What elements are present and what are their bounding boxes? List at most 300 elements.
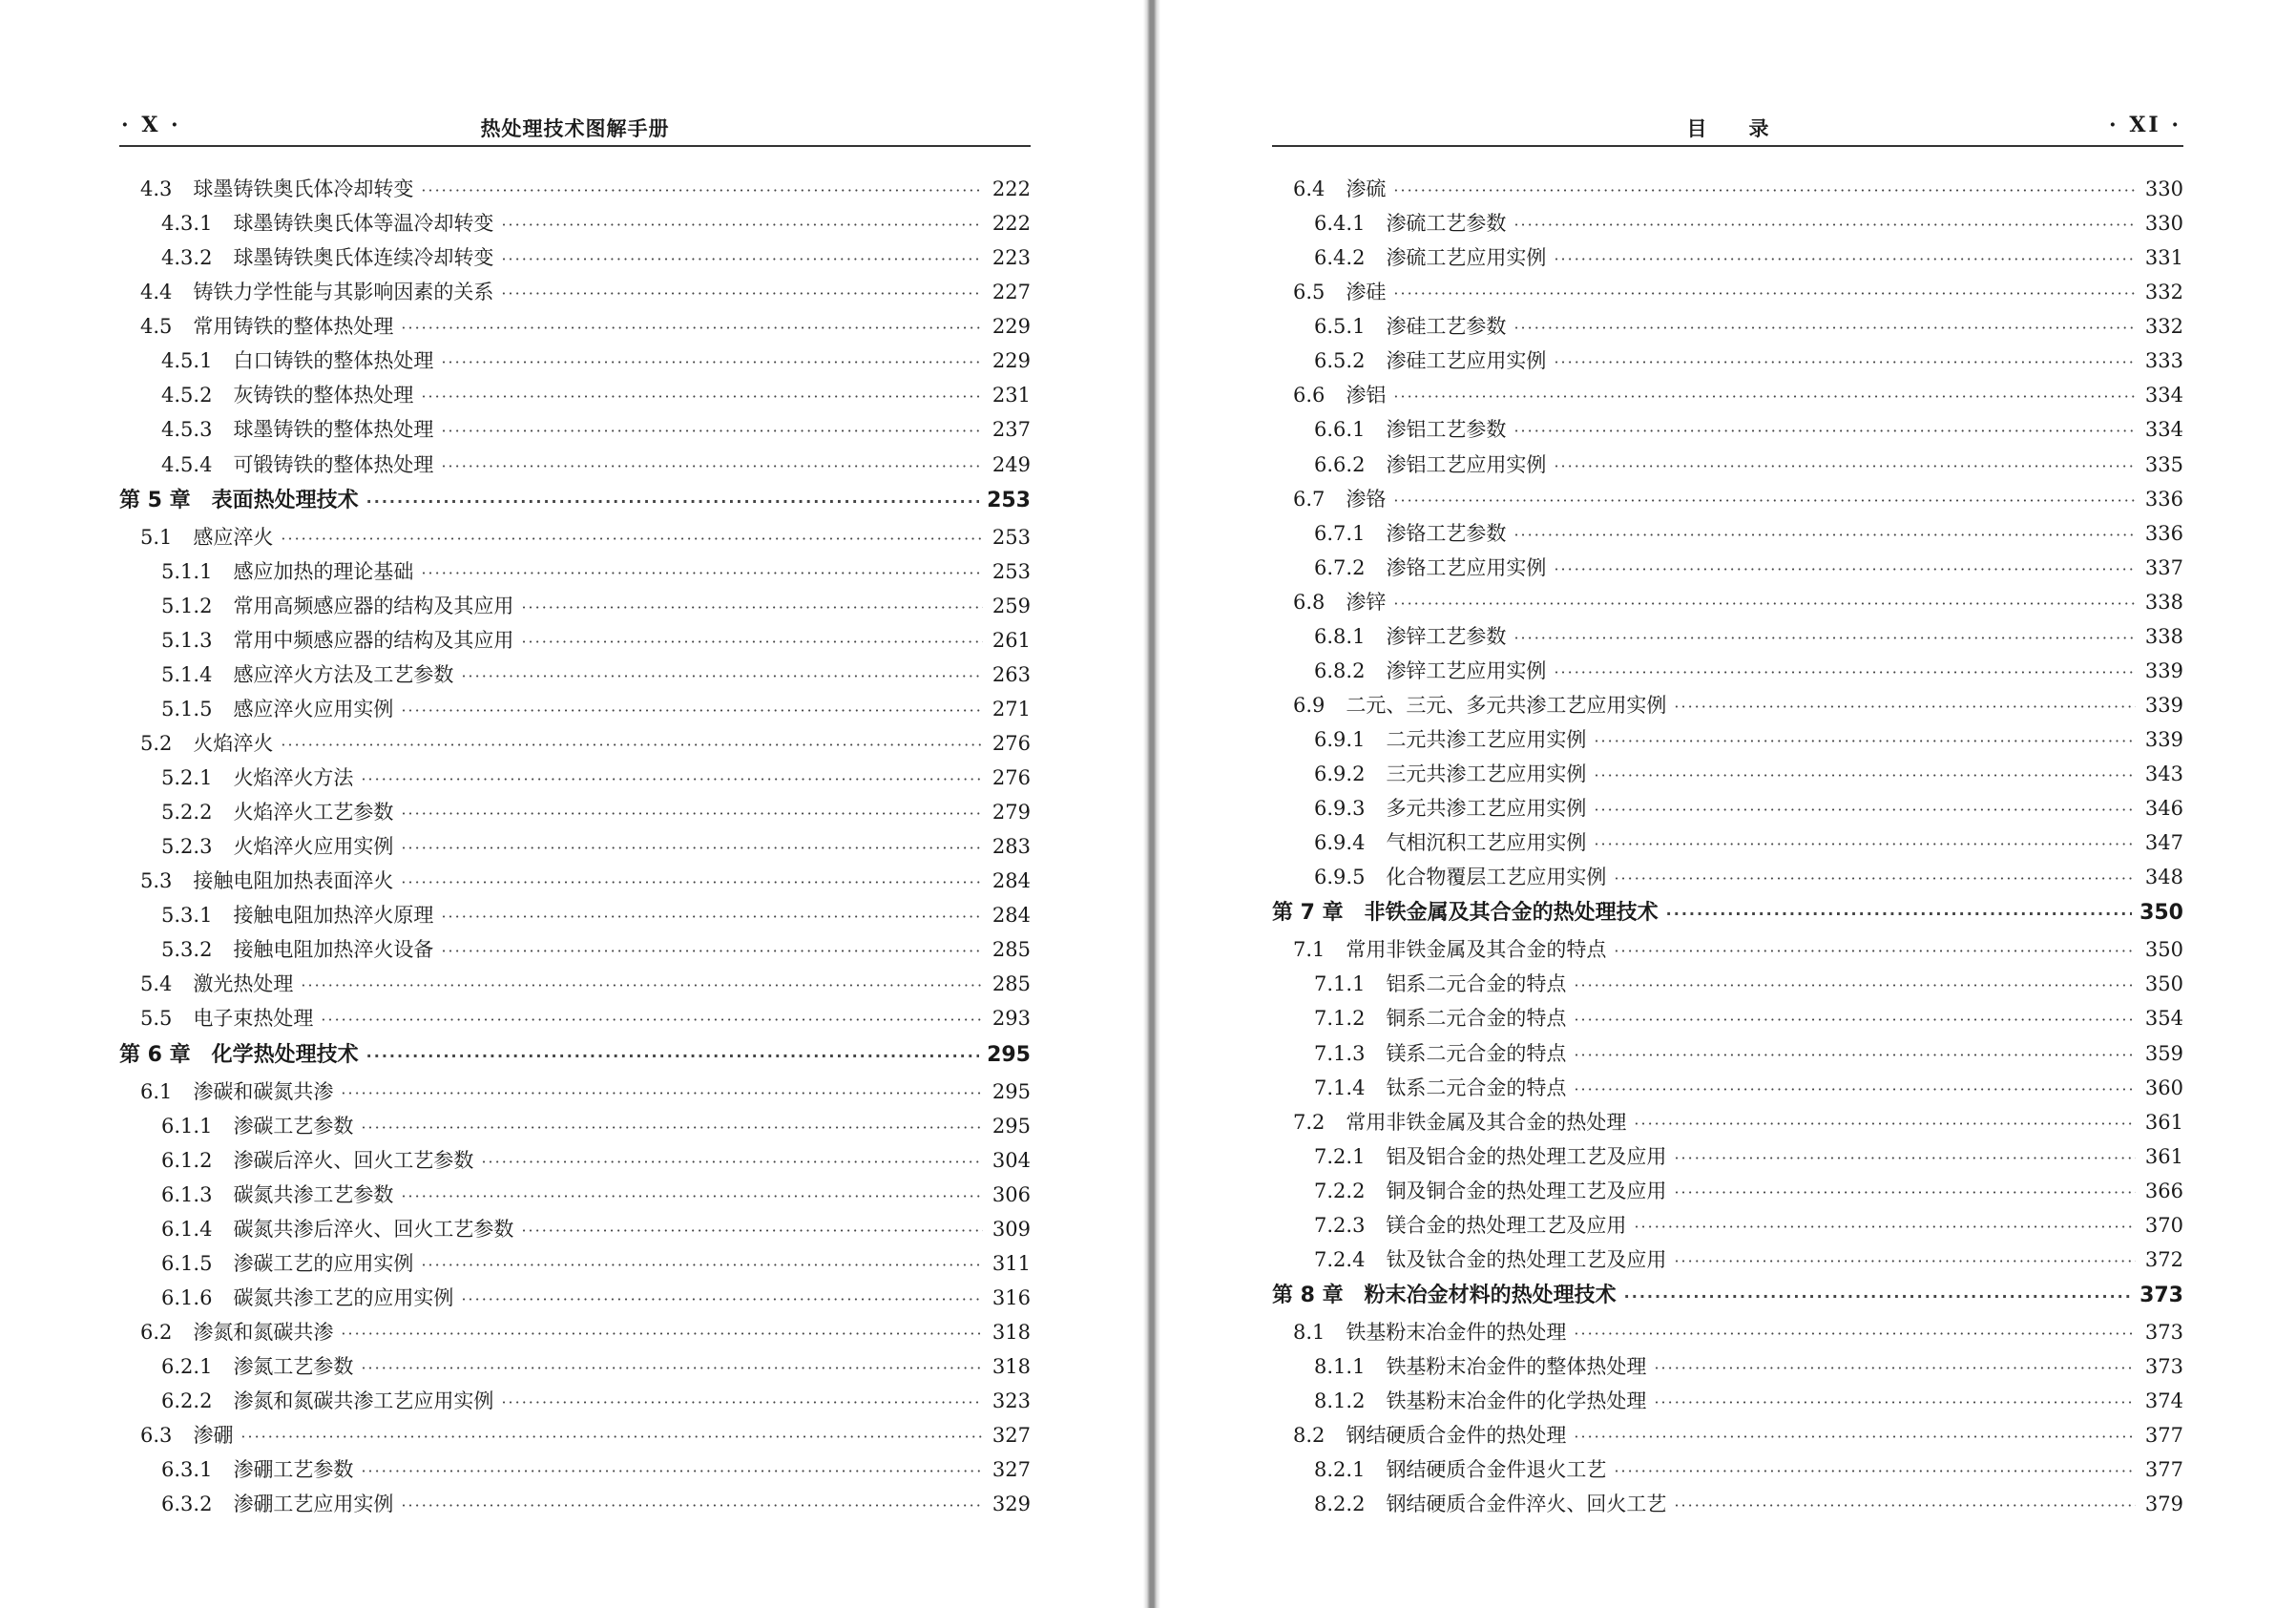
toc-entry[interactable] [119, 829, 1031, 864]
toc-page-number: 263 [991, 662, 1031, 686]
toc-entry-number: 6.6 [1293, 384, 1325, 407]
toc-entry-title: 铁基粉末冶金件的化学热处理 [1386, 1389, 1647, 1413]
toc-entry[interactable] [1272, 1487, 2183, 1521]
toc-page-number: 284 [991, 869, 1031, 893]
toc-entry-number: 6.9.3 [1314, 797, 1366, 821]
toc-entry-number: 5.3.1 [161, 904, 213, 928]
toc-entry[interactable] [1272, 757, 2183, 791]
toc-page-number: 306 [991, 1182, 1031, 1206]
toc-entry[interactable] [1272, 275, 2183, 309]
toc-page-number: 253 [987, 488, 1031, 512]
toc-chapter-entry[interactable] [1272, 894, 2183, 932]
toc-page-number: 332 [2144, 315, 2183, 339]
dot-leader [421, 174, 983, 208]
toc-entry-number: 5.2.1 [161, 766, 213, 789]
toc-entry-number: 6.9 [1293, 693, 1325, 717]
toc-entry[interactable] [119, 795, 1031, 829]
toc-page-number: 223 [991, 246, 1031, 270]
dot-leader [1554, 242, 2136, 277]
toc-entry-title: 二元、三元、多元共渗工艺应用实例 [1346, 693, 1667, 717]
toc-entry-title: 常用非铁金属及其合金的特点 [1346, 938, 1607, 962]
toc-entry-title: 感应淬火方法及工艺参数 [233, 662, 454, 686]
toc-entry[interactable] [119, 554, 1031, 589]
dot-leader [521, 625, 983, 659]
toc-chapter-entry[interactable] [119, 482, 1031, 520]
dot-leader [240, 1420, 983, 1454]
dot-leader [401, 694, 983, 728]
toc-entry-title: 渗锌工艺应用实例 [1386, 658, 1547, 682]
toc-page-number: 339 [2144, 728, 2183, 751]
toc-entry[interactable] [119, 1349, 1031, 1384]
dot-leader [1393, 380, 2136, 414]
toc-entry-title: 渗硼 [193, 1424, 234, 1448]
toc-entry[interactable] [119, 1143, 1031, 1178]
toc-entry[interactable] [119, 1452, 1031, 1487]
toc-entry-title: 钢结硬质合金件退火工艺 [1386, 1458, 1607, 1482]
toc-page-number: 276 [991, 766, 1031, 789]
toc-entry-title: 感应淬火应用实例 [233, 697, 394, 720]
toc-page-number: 377 [2144, 1458, 2183, 1482]
toc-entry-title: 钢结硬质合金件淬火、回火工艺 [1386, 1493, 1667, 1516]
dot-leader [461, 659, 983, 694]
dot-leader [1614, 862, 2136, 896]
toc-entry-title: 渗碳工艺的应用实例 [233, 1251, 414, 1275]
toc-entry-number: 6.7 [1293, 487, 1325, 511]
toc-entry[interactable] [119, 206, 1031, 240]
toc-entry[interactable] [119, 1315, 1031, 1349]
toc-page-number: 332 [2144, 281, 2183, 304]
toc-page-number: 379 [2144, 1493, 2183, 1516]
toc-entry-number: 5.3 [140, 869, 173, 893]
toc-page-number: 293 [991, 1007, 1031, 1031]
toc-page-number: 229 [991, 315, 1031, 339]
toc-entry[interactable] [119, 172, 1031, 206]
toc-entry-title: 渗硫工艺应用实例 [1386, 246, 1547, 270]
dot-leader [341, 1317, 983, 1351]
toc-entry-title: 灰铸铁的整体热处理 [233, 384, 414, 407]
dot-leader [1594, 759, 2136, 793]
toc-entry-title: 钛系二元合金的特点 [1386, 1075, 1567, 1099]
toc-entry[interactable] [119, 275, 1031, 309]
toc-entry-number: 6.9.2 [1314, 762, 1366, 786]
toc-page-number: 350 [2139, 901, 2183, 926]
toc-entry-number: 5.4 [140, 972, 173, 996]
toc-entry[interactable] [119, 1109, 1031, 1143]
dot-leader [1674, 1141, 2136, 1176]
toc-entry-title: 球墨铸铁奥氏体连续冷却转变 [233, 246, 494, 270]
contents-title: 目录 [1686, 116, 1811, 140]
toc-entry-number: 5.1 [140, 525, 173, 549]
toc-entry-title: 常用非铁金属及其合金的热处理 [1346, 1110, 1627, 1134]
dot-leader [1654, 1386, 2136, 1420]
toc-entry-number: 6.4.1 [1314, 212, 1366, 236]
toc-page-number: 360 [2144, 1075, 2183, 1099]
toc-page-number: 284 [991, 904, 1031, 928]
toc-page-number: 329 [991, 1493, 1031, 1516]
toc-entry[interactable] [1272, 1418, 2183, 1452]
left-page [0, 0, 1143, 1608]
toc-entry-title: 球墨铸铁的整体热处理 [233, 418, 434, 442]
toc-page-number: 323 [991, 1389, 1031, 1413]
toc-entry[interactable] [1272, 1105, 2183, 1139]
toc-entry-number: 8.2 [1293, 1424, 1325, 1448]
dot-leader [1574, 1038, 2136, 1073]
toc-entry-title: 碳氮共渗后淬火、回火工艺参数 [233, 1217, 514, 1241]
toc-page-number: 350 [2144, 972, 2183, 996]
toc-entry[interactable] [1272, 1315, 2183, 1349]
dot-leader [1513, 311, 2136, 345]
toc-page-number: 253 [991, 525, 1031, 549]
toc-entry-number: 5.3.2 [161, 938, 213, 962]
dot-leader [1594, 793, 2136, 827]
toc-page-number: 343 [2144, 762, 2183, 786]
toc-entry[interactable] [119, 1075, 1031, 1109]
toc-entry-title: 渗锌工艺参数 [1386, 624, 1507, 648]
toc-entry[interactable] [119, 967, 1031, 1001]
toc-entry-number: 4.5.2 [161, 384, 213, 407]
toc-entry[interactable] [1272, 1384, 2183, 1418]
toc-entry[interactable] [1272, 1001, 2183, 1035]
toc-entry-title: 白口铸铁的整体热处理 [233, 349, 434, 373]
toc-entry[interactable] [119, 378, 1031, 412]
toc-page-number: 318 [991, 1355, 1031, 1378]
toc-entry-title: 铸铁力学性能与其影响因素的关系 [193, 281, 494, 304]
toc-entry-title: 非铁金属及其合金的热处理技术 [1364, 901, 1659, 926]
toc-entry[interactable] [119, 761, 1031, 795]
toc-entry-title: 多元共渗工艺应用实例 [1386, 797, 1587, 821]
toc-entry-number: 5.2.3 [161, 835, 213, 859]
toc-entry[interactable] [119, 692, 1031, 726]
toc-entry-number: 6.9.4 [1314, 831, 1366, 855]
toc-entry-title: 钛及钛合金的热处理工艺及应用 [1386, 1247, 1667, 1271]
toc-page-number: 279 [991, 801, 1031, 825]
toc-entry-title: 渗硫 [1346, 178, 1387, 200]
dot-leader [281, 728, 983, 762]
toc-entry[interactable] [1272, 412, 2183, 447]
dot-leader [1554, 345, 2136, 380]
toc-entry-title: 感应加热的理论基础 [233, 559, 414, 583]
toc-entry[interactable] [1272, 1174, 2183, 1208]
toc-page-number: 333 [2144, 349, 2183, 373]
toc-entry-title: 常用高频感应器的结构及其应用 [233, 594, 514, 617]
toc-entry[interactable] [1272, 1071, 2183, 1105]
toc-entry[interactable] [1272, 448, 2183, 482]
dot-leader [1393, 174, 2136, 208]
right-page-number: · XI · [2109, 113, 2181, 137]
toc-page-number: 237 [991, 418, 1031, 442]
toc-entry-title: 电子束热处理 [193, 1007, 314, 1031]
toc-entry-title: 铝及铝合金的热处理工艺及应用 [1386, 1144, 1667, 1168]
toc-page-number: 373 [2144, 1355, 2183, 1378]
dot-leader [1614, 1454, 2136, 1489]
toc-entry[interactable] [119, 589, 1031, 623]
toc-entry-title: 三元共渗工艺应用实例 [1386, 762, 1587, 786]
toc-entry[interactable] [1272, 240, 2183, 275]
toc-entry[interactable] [1272, 1208, 2183, 1243]
toc-entry-number: 6.7.2 [1314, 555, 1366, 579]
toc-page-number: 285 [991, 938, 1031, 962]
toc-entry[interactable] [1272, 482, 2183, 516]
toc-entry[interactable] [119, 1418, 1031, 1452]
right-toc-list [1272, 172, 2183, 1521]
dot-leader [1634, 1107, 2136, 1141]
dot-leader [1614, 934, 2136, 969]
dot-leader [401, 797, 983, 831]
dot-leader [1393, 484, 2136, 518]
toc-page-number: 373 [2139, 1283, 2183, 1307]
toc-entry[interactable] [119, 1212, 1031, 1246]
toc-entry-title: 火焰淬火 [193, 731, 274, 755]
toc-entry-number: 第 5 章 [119, 488, 191, 512]
toc-entry-title: 可锻铸铁的整体热处理 [233, 452, 434, 476]
toc-page-number: 337 [2144, 555, 2183, 579]
toc-entry[interactable] [1272, 722, 2183, 757]
toc-entry-title: 渗氮和氮碳共渗工艺应用实例 [233, 1389, 494, 1413]
toc-entry-number: 6.1.3 [161, 1182, 213, 1206]
toc-page-number: 309 [991, 1217, 1031, 1241]
toc-entry-title: 钢结硬质合金件的热处理 [1346, 1424, 1567, 1448]
toc-entry-title: 渗硼工艺应用实例 [233, 1493, 394, 1516]
toc-entry-title: 渗碳后淬火、回火工艺参数 [233, 1148, 474, 1172]
toc-page-number: 295 [991, 1079, 1031, 1103]
dot-leader [366, 483, 979, 521]
toc-entry-title: 渗硅 [1346, 281, 1387, 304]
toc-page-number: 334 [2144, 418, 2183, 442]
toc-page-number: 366 [2144, 1179, 2183, 1202]
dot-leader [301, 969, 983, 1003]
toc-entry-title: 二元共渗工艺应用实例 [1386, 728, 1587, 751]
toc-entry[interactable] [1272, 1036, 2183, 1071]
left-toc-list [119, 172, 1031, 1521]
toc-page-number: 316 [991, 1285, 1031, 1309]
toc-page-number: 231 [991, 384, 1031, 407]
dot-leader [1594, 724, 2136, 759]
toc-entry-title: 渗碳和碳氮共渗 [193, 1079, 334, 1103]
toc-entry-title: 接触电阻加热淬火设备 [233, 938, 434, 962]
dot-leader [521, 1214, 983, 1248]
toc-entry-number: 第 6 章 [119, 1042, 191, 1067]
toc-entry[interactable] [1272, 344, 2183, 378]
toc-entry[interactable] [119, 412, 1031, 447]
toc-entry-number: 4.5.3 [161, 418, 213, 442]
dot-leader [401, 831, 983, 866]
toc-entry-number: 6.3.1 [161, 1458, 213, 1482]
toc-page-number: 327 [991, 1458, 1031, 1482]
toc-page-number: 347 [2144, 831, 2183, 855]
toc-entry[interactable] [1272, 172, 2183, 206]
toc-entry-number: 7.2.4 [1314, 1247, 1366, 1271]
dot-leader [401, 1489, 983, 1523]
toc-entry-title: 表面热处理技术 [211, 488, 359, 512]
toc-entry-number: 5.1.1 [161, 559, 213, 583]
dot-leader [1674, 690, 2136, 724]
toc-entry-title: 渗铬 [1346, 487, 1387, 511]
toc-entry-number: 7.2.2 [1314, 1179, 1366, 1202]
right-page [1160, 0, 2296, 1608]
toc-entry[interactable] [1272, 791, 2183, 825]
toc-entry[interactable] [119, 448, 1031, 482]
toc-page-number: 253 [991, 559, 1031, 583]
toc-entry-number: 6.2 [140, 1320, 173, 1344]
dot-leader [321, 1003, 983, 1037]
dot-leader [501, 242, 983, 277]
dot-leader [1654, 1351, 2136, 1386]
toc-entry-number: 7.1.4 [1314, 1075, 1366, 1099]
toc-page-number: 359 [2144, 1041, 2183, 1065]
toc-entry[interactable] [1272, 654, 2183, 688]
dot-leader [1634, 1210, 2136, 1244]
toc-page-number: 271 [991, 697, 1031, 720]
toc-entry-title: 常用中频感应器的结构及其应用 [233, 628, 514, 652]
toc-entry-number: 第 8 章 [1272, 1283, 1344, 1307]
toc-entry-number: 6.8 [1293, 590, 1325, 614]
toc-entry[interactable] [119, 520, 1031, 554]
toc-page-number: 227 [991, 281, 1031, 304]
toc-entry[interactable] [1272, 688, 2183, 722]
toc-page-number: 361 [2144, 1110, 2183, 1134]
toc-entry[interactable] [119, 864, 1031, 898]
toc-entry[interactable] [1272, 1139, 2183, 1174]
toc-entry-number: 7.1.2 [1314, 1007, 1366, 1031]
toc-entry[interactable] [119, 1384, 1031, 1418]
dot-leader [1574, 1420, 2136, 1454]
toc-entry[interactable] [1272, 309, 2183, 344]
toc-entry-title: 铁基粉末冶金件的热处理 [1346, 1320, 1567, 1344]
toc-entry[interactable] [119, 1178, 1031, 1212]
toc-entry-title: 火焰淬火工艺参数 [233, 801, 394, 825]
toc-entry-number: 6.1.4 [161, 1217, 213, 1241]
toc-entry[interactable] [119, 1001, 1031, 1035]
toc-chapter-entry[interactable] [119, 1036, 1031, 1075]
toc-entry-title: 镁系二元合金的特点 [1386, 1041, 1567, 1065]
toc-entry-title: 渗硼工艺参数 [233, 1458, 354, 1482]
toc-entry-title: 渗硫工艺参数 [1386, 212, 1507, 236]
toc-entry[interactable] [1272, 1349, 2183, 1384]
toc-entry[interactable] [119, 898, 1031, 932]
toc-entry[interactable] [119, 1246, 1031, 1281]
left-page-number: · X · [121, 113, 181, 137]
dot-leader [421, 556, 983, 591]
toc-page-number: 249 [991, 452, 1031, 476]
dot-leader [1666, 895, 2132, 933]
toc-entry-number: 6.5.1 [1314, 315, 1366, 339]
toc-entry-number: 6.1 [140, 1079, 173, 1103]
toc-entry[interactable] [1272, 585, 2183, 619]
toc-entry-title: 铜及铜合金的热处理工艺及应用 [1386, 1179, 1667, 1202]
toc-entry-number: 6.9.1 [1314, 728, 1366, 751]
toc-page-number: 331 [2144, 246, 2183, 270]
dot-leader [1554, 449, 2136, 484]
toc-entry[interactable] [1272, 1452, 2183, 1487]
dot-leader [1513, 208, 2136, 242]
toc-entry-number: 4.3.1 [161, 212, 213, 236]
toc-entry-title: 化学热处理技术 [211, 1042, 359, 1067]
toc-page-number: 354 [2144, 1007, 2183, 1031]
toc-entry[interactable] [1272, 825, 2183, 860]
dot-leader [501, 1386, 983, 1420]
toc-entry-number: 5.1.2 [161, 594, 213, 617]
toc-entry-title: 渗氮工艺参数 [233, 1355, 354, 1378]
dot-leader [1554, 656, 2136, 690]
toc-page-number: 361 [2144, 1144, 2183, 1168]
toc-entry-number: 第 7 章 [1272, 901, 1344, 926]
toc-entry-title: 铝系二元合金的特点 [1386, 972, 1567, 996]
dot-leader [441, 345, 983, 380]
dot-leader [341, 1076, 983, 1111]
dot-leader [481, 1145, 983, 1180]
toc-entry[interactable] [1272, 1243, 2183, 1277]
toc-chapter-entry[interactable] [1272, 1277, 2183, 1315]
toc-entry[interactable] [119, 309, 1031, 344]
toc-entry[interactable] [1272, 860, 2183, 894]
dot-leader [1574, 1073, 2136, 1107]
toc-entry[interactable] [119, 932, 1031, 967]
toc-entry-number: 6.5 [1293, 281, 1325, 304]
dot-leader [1574, 1003, 2136, 1037]
toc-page-number: 377 [2144, 1424, 2183, 1448]
toc-entry-title: 渗铝 [1346, 384, 1387, 407]
toc-entry-number: 6.4.2 [1314, 246, 1366, 270]
toc-entry[interactable] [119, 623, 1031, 658]
dot-leader [421, 380, 983, 414]
toc-entry-title: 碳氮共渗工艺参数 [233, 1182, 394, 1206]
dot-leader [441, 900, 983, 934]
left-page-header [119, 107, 1031, 147]
toc-entry[interactable] [1272, 516, 2183, 551]
toc-entry-title: 渗铬工艺参数 [1386, 521, 1507, 545]
toc-entry[interactable] [119, 344, 1031, 378]
dot-leader [441, 449, 983, 484]
toc-page-number: 318 [991, 1320, 1031, 1344]
toc-entry[interactable] [1272, 932, 2183, 967]
toc-page-number: 372 [2144, 1247, 2183, 1271]
toc-entry[interactable] [119, 726, 1031, 761]
toc-entry-title: 渗硅工艺参数 [1386, 315, 1507, 339]
toc-entry[interactable] [1272, 619, 2183, 654]
toc-entry-number: 4.3 [140, 178, 173, 200]
toc-entry-number: 5.2 [140, 731, 173, 755]
toc-entry-number: 4.3.2 [161, 246, 213, 270]
dot-leader [361, 1111, 983, 1145]
toc-entry-number: 6.2.1 [161, 1355, 213, 1378]
toc-entry[interactable] [119, 1281, 1031, 1315]
dot-leader [461, 1283, 983, 1317]
toc-entry[interactable] [1272, 551, 2183, 585]
toc-entry-title: 渗氮和氮碳共渗 [193, 1320, 334, 1344]
toc-entry[interactable] [1272, 967, 2183, 1001]
toc-entry[interactable] [119, 658, 1031, 692]
toc-entry-number: 4.5.4 [161, 452, 213, 476]
toc-entry[interactable] [1272, 206, 2183, 240]
toc-entry-number: 7.1 [1293, 938, 1325, 962]
toc-entry[interactable] [119, 1487, 1031, 1521]
toc-entry-number: 7.2.1 [1314, 1144, 1366, 1168]
toc-entry[interactable] [119, 240, 1031, 275]
toc-page-number: 295 [991, 1114, 1031, 1138]
book-title: 热处理技术图解手册 [480, 116, 670, 140]
dot-leader [1574, 1317, 2136, 1351]
toc-entry-number: 8.1.2 [1314, 1389, 1366, 1413]
toc-entry-title: 气相沉积工艺应用实例 [1386, 831, 1587, 855]
dot-leader [441, 934, 983, 969]
toc-entry-title: 激光热处理 [193, 972, 294, 996]
toc-entry-number: 6.1.1 [161, 1114, 213, 1138]
toc-entry-number: 6.1.2 [161, 1148, 213, 1172]
toc-entry-number: 7.1.1 [1314, 972, 1366, 996]
toc-entry-number: 5.1.3 [161, 628, 213, 652]
toc-entry[interactable] [1272, 378, 2183, 412]
toc-page-number: 261 [991, 628, 1031, 652]
